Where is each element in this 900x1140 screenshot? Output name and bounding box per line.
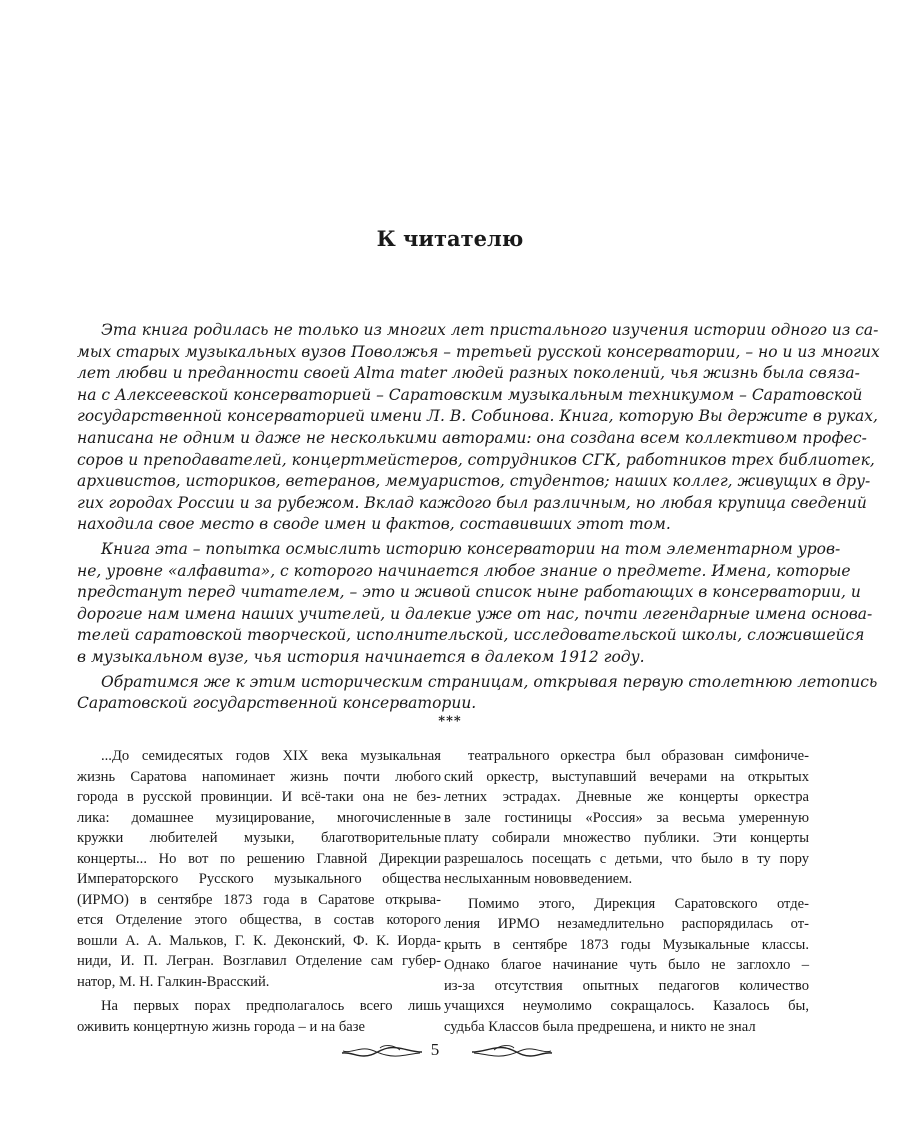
text-line: Обратимся же к этим историческим страницам, открывая первую столетнюю летопись — [101, 672, 878, 691]
text-line: кружки любителей музыки, благотворительные — [77, 830, 441, 846]
text-line: в зале гостиницы «Россия» за весьма умеренную — [444, 809, 809, 826]
text-line: из-за отсутствия опытных педагогов количество — [444, 977, 809, 994]
text-line: крыть в сентябре 1873 годы Музыкальные классы. — [444, 936, 809, 953]
text-line: (ИРМО) в сентябре 1873 года в Саратове открыва- — [77, 891, 441, 908]
text-line: находила свое место в своде имен и фактов, составивших этот том. — [77, 515, 671, 534]
text-line: натор, М. Н. Галкин-Врасский. — [77, 973, 270, 990]
page-number: 5 — [430, 1040, 440, 1059]
text-line: лика: домашнее музицирование, многочисленные — [77, 809, 441, 826]
text-line: ления ИРМО незамедлительно распорядилась от- — [444, 916, 809, 932]
text-line: плату собирали множество публики. Эти концерты — [444, 830, 809, 846]
text-line: оживить концертную жизнь города – и на базе — [77, 1018, 365, 1035]
page-footer — [0, 1036, 900, 1072]
right-column — [444, 746, 809, 1041]
text-line: учащихся неумолимо сокращалось. Казалось бы, — [444, 998, 809, 1014]
text-line: ...До семидесятых годов XIX века музыкальная — [101, 748, 441, 764]
body-paragraph — [444, 746, 809, 890]
text-line: Книга эта – попытка осмыслить историю консерватории на том элементарном уров- — [101, 539, 841, 558]
text-line: концерты... Но вот по решению Главной Дирекции — [77, 850, 441, 867]
text-line: не, уровне «алфавита», с которого начинается любое знание о предмете. Имена, которые — [77, 561, 851, 580]
text-line: разрешалось посещать с детьми, что было в ту пору — [444, 850, 809, 867]
intro-paragraph — [77, 672, 878, 715]
body-paragraph — [444, 894, 809, 1038]
text-line: театрального оркестра был образован симфониче- — [468, 748, 809, 764]
text-line: ский оркестр, выступавший вечерами на открытых — [444, 768, 809, 785]
text-line: Однако благое начинание чуть было не заглохло – — [444, 957, 809, 973]
text-line: Императорского Русского музыкального общества — [77, 871, 441, 887]
section-separator: *** — [438, 714, 462, 729]
text-line: Саратовской государственной консерватории. — [77, 694, 477, 713]
text-line: гих городах России и за рубежом. Вклад каждого был различным, но любая крупица сведений — [77, 493, 867, 512]
text-line: написана не одним и даже не несколькими авторами: она создана всем коллективом профес- — [77, 428, 867, 447]
text-line: ется Отделение этого общества, в состав которого — [77, 912, 441, 928]
left-column — [77, 746, 441, 1041]
text-line: ниди, И. П. Легран. Возглавил Отделение сам губер- — [77, 953, 441, 969]
text-line: судьба Классов была предрешена, и никто не знал — [444, 1018, 756, 1035]
flourish-icon — [340, 1042, 424, 1062]
flourish-icon — [470, 1042, 554, 1062]
text-line: на с Алексеевской консерваторией – Саратовским музыкальным техникумом – Саратовской — [77, 385, 863, 404]
body-paragraph — [77, 746, 441, 992]
text-line: Эта книга родилась не только из многих лет пристального изучения истории одного из са- — [101, 321, 879, 339]
text-line: вошли А. А. Мальков, Г. К. Деконский, Ф. К. Иорда- — [77, 932, 441, 949]
text-line: в музыкальном вузе, чья история начинается в далеком 1912 году. — [77, 647, 645, 666]
text-line: мых старых музыкальных вузов Поволжья – третьей русской консерватории, – но и из многих — [77, 342, 880, 361]
text-line: архивистов, историков, ветеранов, мемуаристов, студентов; наших коллег, живущих в дру- — [77, 472, 871, 491]
text-line: города в русской провинции. И всё-таки она не без- — [77, 789, 441, 805]
text-line: лет любви и преданности своей Alma mater людей разных поколений, чья жизнь была связа- — [77, 364, 860, 383]
intro-paragraph — [77, 539, 873, 669]
intro-text — [77, 320, 880, 718]
text-line: государственной консерваторией имени Л. В. Собинова. Книга, которую Вы держите в руках, — [77, 407, 878, 426]
text-line: Помимо этого, Дирекция Саратовского отде- — [468, 895, 809, 912]
text-line: телей саратовской творческой, исполнительской, исследовательской школы, сложившейся — [77, 626, 865, 645]
text-line: летних эстрадах. Дневные же концерты оркестра — [444, 789, 809, 805]
text-line: неслыханным нововведением. — [444, 871, 633, 887]
text-line: дорогие нам имена наших учителей, и далекие уже от нас, почти легендарные имена основа- — [77, 604, 873, 623]
text-line: соров и преподавателей, концертмейстеров, сотрудников СГК, работников трех библиотек, — [77, 450, 875, 469]
text-line: предстанут перед читателем, – это и живой список ныне работающих в консерватории, и — [77, 583, 861, 602]
text-line: жизнь Саратова напоминает жизнь почти любого — [77, 768, 441, 785]
body-paragraph — [77, 996, 441, 1037]
intro-paragraph — [77, 320, 880, 536]
page-title: К читателю — [376, 226, 524, 251]
text-line: На первых порах предполагалось всего лишь — [101, 998, 441, 1014]
